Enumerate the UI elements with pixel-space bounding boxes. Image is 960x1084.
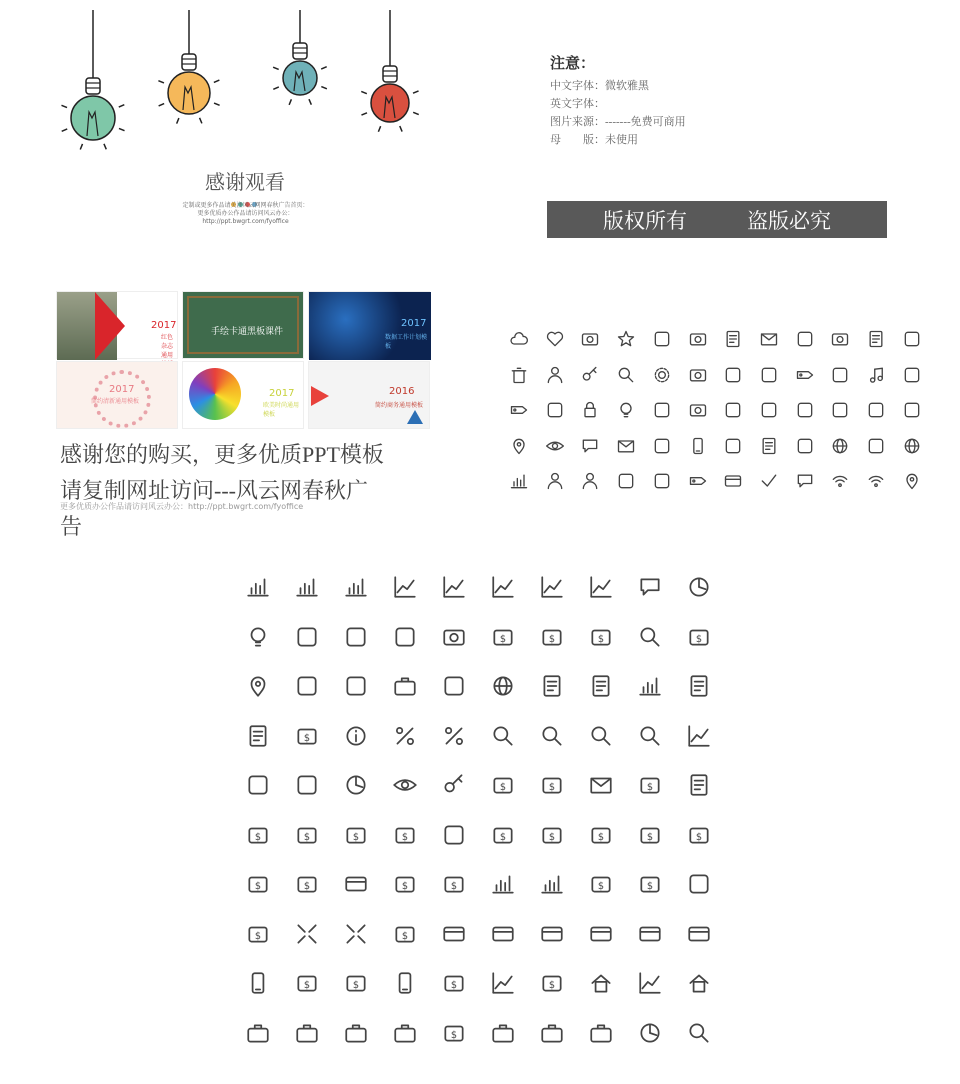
search-icon (490, 723, 516, 749)
svg-text:$: $ (352, 831, 360, 843)
video-camera-icon (688, 329, 708, 349)
thumbnail-year: 2017 (269, 388, 295, 399)
zoom-in-icon (539, 723, 565, 749)
purchase-line-3: 告 (60, 514, 83, 539)
puzzle-icon (392, 624, 418, 650)
signing-contract-icon (441, 822, 467, 848)
presentation-icon (441, 624, 467, 650)
thumbnail-year: 2017 (151, 320, 177, 331)
chat-bubbles-icon (795, 471, 815, 491)
trash-icon (509, 365, 529, 385)
shield-dollar-icon (588, 822, 614, 848)
money-up-icon (392, 871, 418, 897)
toolbox-icon (392, 673, 418, 699)
thumbnail-title: 红色杂志通用 (161, 334, 174, 359)
thanks-sub-line: 更多优质办公作品请访问风云办公： (197, 210, 294, 217)
chat-dollar-icon (441, 970, 467, 996)
bowl-icon (795, 400, 815, 420)
search-dollar-icon (637, 624, 663, 650)
svg-text:$: $ (597, 880, 605, 892)
megaphone-icon (902, 365, 922, 385)
cash-register-icon (294, 871, 320, 897)
light-bulb-icon (255, 0, 345, 175)
card-remove-icon (539, 921, 565, 947)
blueprint-icon (245, 723, 271, 749)
sliders-icon (759, 365, 779, 385)
database-icon (830, 365, 850, 385)
house-dollar-icon (539, 970, 565, 996)
wallet-cards-icon (343, 871, 369, 897)
bulb-dollar-icon (686, 624, 712, 650)
safe-icon (294, 822, 320, 848)
maze-icon (343, 624, 369, 650)
flame-icon (866, 400, 886, 420)
location-dollar-icon (686, 822, 712, 848)
svg-text:$: $ (548, 979, 556, 991)
light-bulb-icon (144, 0, 234, 175)
magnifier-icon (616, 365, 636, 385)
clipboard-icon (539, 673, 565, 699)
thumbnail-title: 简约清新通用模板 (91, 398, 140, 405)
copyright-banner (547, 201, 887, 238)
cloud-icon (509, 329, 529, 349)
woman-icon (580, 471, 600, 491)
svg-text:$: $ (597, 831, 605, 843)
house-location-icon (686, 970, 712, 996)
svg-text:$: $ (450, 880, 458, 892)
briefcase-upload-icon (539, 1020, 565, 1046)
mobile-payment-icon (245, 970, 271, 996)
info-icon (343, 723, 369, 749)
svg-text:$: $ (401, 880, 409, 892)
briefcase-bars-icon (343, 1020, 369, 1046)
transfer-dollar-icon (343, 970, 369, 996)
svg-text:$: $ (646, 781, 654, 793)
eye-icon (545, 436, 565, 456)
check-mark-icon (759, 471, 779, 491)
globe-gear-icon (490, 673, 516, 699)
svg-text:$: $ (254, 880, 262, 892)
invoice-icon (588, 673, 614, 699)
globe-icon (902, 436, 922, 456)
user-growth-icon (490, 970, 516, 996)
thumbs-up-icon (795, 329, 815, 349)
copyright-left: 版权所有 (603, 208, 687, 233)
template-thumbnail[interactable] (308, 361, 430, 429)
graduation-cap-icon (723, 400, 743, 420)
key-icon (580, 365, 600, 385)
template-thumbnail[interactable] (182, 361, 304, 429)
thumbnail-title: 数据工作计划模板 (385, 334, 428, 350)
percent-icon (392, 723, 418, 749)
bar-chart-list-icon (343, 574, 369, 600)
template-thumbnail[interactable] (56, 361, 178, 429)
hourglass-dollar-icon (490, 772, 516, 798)
briefcase-chart-icon (294, 1020, 320, 1046)
briefcase-edit-icon (392, 1020, 418, 1046)
svg-text:$: $ (303, 880, 311, 892)
balance-scale-icon (343, 673, 369, 699)
satellite-icon (652, 329, 672, 349)
pencil-icon (652, 400, 672, 420)
ticket-icon (795, 365, 815, 385)
smartphone-icon (688, 436, 708, 456)
purchase-line-2: 请复制网址访问---风云网春秋广 (60, 478, 368, 503)
card-add-icon (490, 921, 516, 947)
gear-icon (652, 365, 672, 385)
notice-chinese-font: 中文字体：微软雅黑 (550, 80, 649, 92)
price-tag-icon (688, 471, 708, 491)
calendar-icon (759, 436, 779, 456)
gavel-icon (294, 673, 320, 699)
svg-text:$: $ (695, 633, 703, 645)
card-cancel-icon (588, 921, 614, 947)
wallet-icon (795, 436, 815, 456)
exchange-dollar-icon (588, 871, 614, 897)
tag-icon (509, 400, 529, 420)
watch-icon (902, 329, 922, 349)
cash-icon (392, 921, 418, 947)
purchase-url: 更多优质办公作品请访问风云办公：http://ppt.bwgrt.com/fyoffice (60, 502, 304, 511)
calculator-icon (245, 772, 271, 798)
eye-icon (392, 772, 418, 798)
percent-arrow-icon (441, 723, 467, 749)
svg-text:$: $ (548, 831, 556, 843)
fast-time-icon (686, 871, 712, 897)
template-thumbnail[interactable] (308, 291, 430, 359)
bar-chart-icon (245, 574, 271, 600)
svg-text:$: $ (646, 831, 654, 843)
document-icon (866, 329, 886, 349)
money-down-icon (441, 871, 467, 897)
area-chart-icon (539, 574, 565, 600)
thanks-title: 感谢观看 (205, 170, 285, 194)
man-icon (545, 471, 565, 491)
cards-icon (723, 471, 743, 491)
pie-clock-icon (686, 574, 712, 600)
line-chart-up-icon (392, 574, 418, 600)
user-icon (545, 365, 565, 385)
svg-text:$: $ (254, 831, 262, 843)
paperclip-icon (902, 400, 922, 420)
tools-icon (441, 673, 467, 699)
speech-bubble-icon (580, 436, 600, 456)
briefcase-clock-icon (637, 1020, 663, 1046)
monitor-icon (688, 400, 708, 420)
svg-text:$: $ (254, 930, 262, 942)
pie-chart-icon (343, 772, 369, 798)
map-icon (652, 471, 672, 491)
svg-text:$: $ (303, 979, 311, 991)
growth-circle-icon (588, 574, 614, 600)
bar-signal-icon (509, 471, 529, 491)
key-handle-icon (441, 772, 467, 798)
notice-english-font: 英文字体： (550, 98, 605, 110)
math-operations-icon (294, 772, 320, 798)
zoom-out-icon (588, 723, 614, 749)
template-thumbnail[interactable] (56, 291, 178, 359)
lifebuoy-icon (616, 471, 636, 491)
svg-text:$: $ (695, 831, 703, 843)
search-growth-icon (686, 723, 712, 749)
thanks-sub-line: http://ppt.bwgrt.com/fyoffice (202, 218, 289, 225)
curve-chart-icon (490, 574, 516, 600)
diamond-icon (545, 400, 565, 420)
svg-text:$: $ (548, 633, 556, 645)
star-icon (616, 329, 636, 349)
disc-icon (830, 436, 850, 456)
piggy-bank-icon (343, 822, 369, 848)
photo-frame-icon (580, 329, 600, 349)
edit-document-icon (686, 673, 712, 699)
thumbnail-year: 2017 (401, 318, 427, 329)
envelope-icon (759, 329, 779, 349)
inbox-icon (616, 436, 636, 456)
folder-dollar-icon (637, 772, 663, 798)
thumbnail-title: 欧美时尚通用模板 (263, 402, 300, 418)
briefcase-gear-icon (490, 1020, 516, 1046)
card-check-icon (637, 921, 663, 947)
svg-text:$: $ (450, 979, 458, 991)
globe-dollar-icon (637, 822, 663, 848)
light-bulb-icon (345, 0, 435, 175)
svg-text:$: $ (450, 1029, 458, 1041)
currency-exchange-icon (245, 921, 271, 947)
thumbnail-title: 简约商务通用模板 (375, 402, 424, 409)
camera-icon (688, 365, 708, 385)
svg-text:$: $ (352, 979, 360, 991)
svg-text:$: $ (597, 633, 605, 645)
chart-bubble-icon (637, 574, 663, 600)
briefcase-dollar-icon (441, 1020, 467, 1046)
template-thumbnail[interactable] (182, 291, 304, 359)
svg-text:$: $ (499, 781, 507, 793)
bar-chart-add-icon (294, 574, 320, 600)
wifi-icon (830, 471, 850, 491)
svg-text:$: $ (401, 930, 409, 942)
thumbnail-title: 手绘卡通黑板课件 (211, 327, 284, 337)
report-icon (637, 673, 663, 699)
calendar-dollar-icon (294, 723, 320, 749)
key-dollar-icon (539, 772, 565, 798)
copyright-right: 盗版必究 (747, 208, 831, 233)
shop-icon (723, 436, 743, 456)
growth-bars-icon (490, 871, 516, 897)
briefcase-search-icon (686, 1020, 712, 1046)
heart-icon (545, 329, 565, 349)
tshirt-icon (830, 400, 850, 420)
eye-dollar-icon (588, 624, 614, 650)
svg-text:$: $ (646, 880, 654, 892)
music-note-icon (866, 365, 886, 385)
svg-text:$: $ (499, 831, 507, 843)
flask-icon (759, 400, 779, 420)
jobs-search-icon (637, 723, 663, 749)
thanks-subtitle (178, 202, 313, 226)
line-chart-down-icon (441, 574, 467, 600)
house-growth-icon (637, 970, 663, 996)
cup-icon (652, 436, 672, 456)
truck-icon (866, 436, 886, 456)
idea-bulb-icon (245, 624, 271, 650)
document-globe-icon (686, 772, 712, 798)
shopping-bags-icon (902, 471, 922, 491)
house-question-icon (588, 970, 614, 996)
map-pin-icon (509, 436, 529, 456)
mobile-dollar-icon (294, 970, 320, 996)
thanks-dots (231, 194, 261, 200)
notice-title: 注意： (550, 56, 596, 72)
purchase-line-1: 感谢您的购买，更多优质PPT模板 (60, 442, 384, 467)
trophy-icon (294, 624, 320, 650)
notice-image-source: 图片来源：-------免费可商用 (550, 116, 686, 128)
paper-plane-icon (723, 365, 743, 385)
credit-card-icon (441, 921, 467, 947)
svg-text:$: $ (401, 831, 409, 843)
bank-icon (245, 822, 271, 848)
decline-bars-icon (539, 871, 565, 897)
padlock-icon (580, 400, 600, 420)
light-bulb-icon (616, 400, 636, 420)
broadcast-icon (866, 471, 886, 491)
thanks-sub-line: 定制或更多作品请关注风云网网春秋广告首页： (182, 202, 309, 209)
card-shield-icon (686, 921, 712, 947)
svg-text:$: $ (303, 732, 311, 744)
notice-master: 母 版：未使用 (550, 134, 638, 146)
expand-arrows-icon (294, 921, 320, 947)
svg-text:$: $ (303, 831, 311, 843)
briefcase-globe-icon (245, 1020, 271, 1046)
svg-text:$: $ (499, 633, 507, 645)
email-chart-icon (588, 772, 614, 798)
thumbnail-year: 2017 (109, 384, 135, 395)
svg-text:$: $ (548, 781, 556, 793)
light-bulb-icon (48, 0, 138, 175)
banknote-icon (245, 871, 271, 897)
picture-icon (830, 329, 850, 349)
atm-withdraw-icon (539, 822, 565, 848)
briefcase-list-icon (588, 1020, 614, 1046)
atm-dollar-icon (490, 822, 516, 848)
pine-tree-icon (245, 673, 271, 699)
collapse-arrows-icon (343, 921, 369, 947)
money-bags-icon (392, 822, 418, 848)
refund-dollar-icon (637, 871, 663, 897)
mobile-chart-icon (392, 970, 418, 996)
thumbnail-year: 2016 (389, 386, 415, 397)
newspaper-icon (723, 329, 743, 349)
target-dollar-icon (539, 624, 565, 650)
gear-dollar-icon (490, 624, 516, 650)
